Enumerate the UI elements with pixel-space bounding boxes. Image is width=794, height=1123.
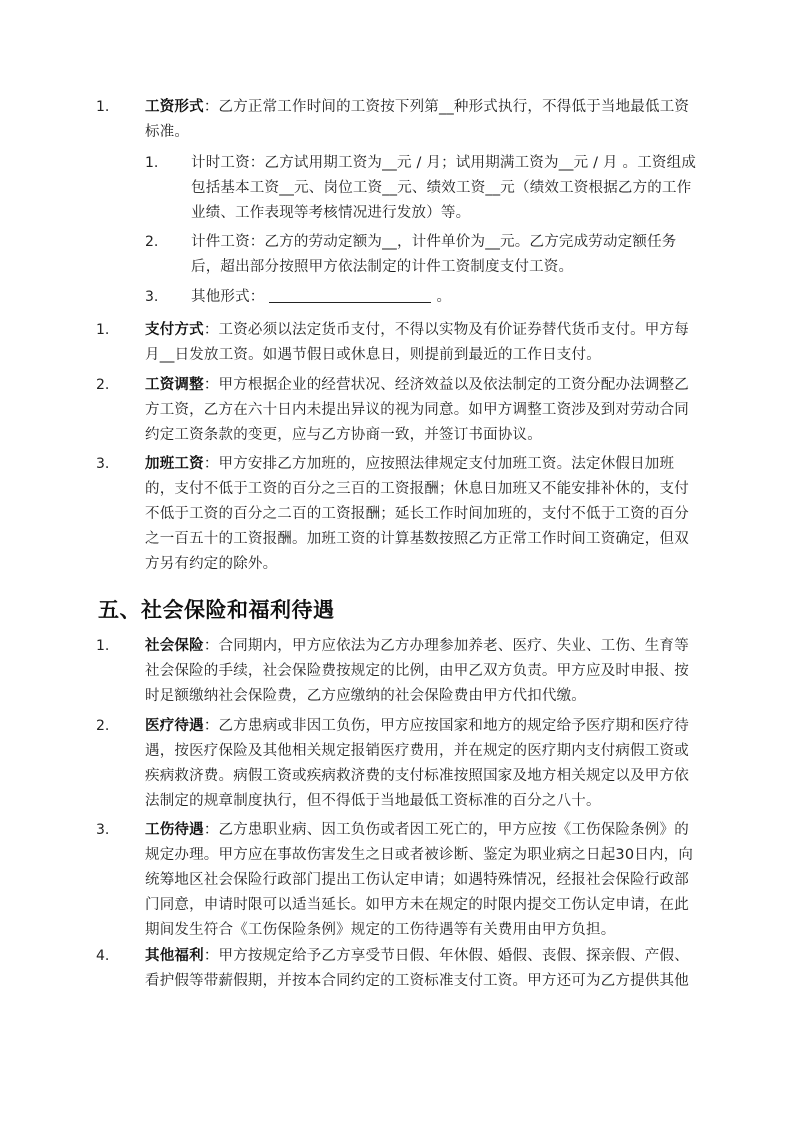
- clause-text: 方另有约定的除外。: [145, 556, 278, 572]
- clause-text: 时足额缴纳社会保险费，乙方应缴纳的社会保险费由甲方代扣代缴。: [145, 688, 586, 704]
- clause-text: 社会保险的手续，社会保险费按规定的比例，由甲乙双方负责。甲方应及时申报、按: [145, 663, 689, 679]
- list-number: 4.: [96, 948, 110, 964]
- clause-text: ：乙方正常工作时间的工资按下列第__种形式执行，不得低于当地最低工资: [203, 99, 690, 115]
- clause-text: 统筹地区社会保险行政部门提出工伤认定申请；如遇特殊情况，经报社会保险行政部: [145, 872, 689, 888]
- clause-text: 的，支付不低于工资的百分之三百的工资报酬；休息日加班又不能安排补休的，支付: [145, 481, 689, 497]
- clause-title: 医疗待遇: [145, 718, 204, 734]
- clause-text: 看护假等带薪假期，并按本合同约定的工资标准支付工资。甲方还可为乙方提供其他: [145, 973, 689, 989]
- field-label: 其他形式：: [191, 289, 265, 305]
- clause-title: 工伤待遇: [145, 822, 204, 838]
- list-number: 3.: [145, 289, 159, 305]
- subclause-other-form: [191, 285, 711, 310]
- clause-wage-form: [145, 95, 705, 145]
- clause-text: 之一百五十的工资报酬。加班工资的计算基数按照乙方正常工作时间工资确定，但双: [145, 531, 689, 547]
- clause-text: 计时工资：乙方试用期工资为__元 / 月；试用期满工资为__元 / 月 。工资组成: [191, 155, 697, 171]
- clause-title: 工资形式: [145, 99, 204, 115]
- clause-text: 规定办理。甲方应在事故伤害发生之日或者被诊断、鉴定为职业病之日起30日内，向: [145, 847, 694, 863]
- list-number: 1.: [145, 155, 159, 171]
- clause-text: ：乙方患病或非因工负伤，甲方应按国家和地方的规定给予医疗期和医疗待: [203, 718, 689, 734]
- clause-text: ：合同期内，甲方应依法为乙方办理参加养老、医疗、失业、工伤、生育等: [203, 638, 689, 654]
- list-number: 1.: [96, 99, 110, 115]
- clause-text: 包括基本工资__元、岗位工资__元、绩效工资__元（绩效工资根据乙方的工作: [191, 180, 692, 196]
- clause-text: 期间发生符合《工伤保险条例》规定的工伤待遇等有关费用由甲方负担。: [145, 922, 616, 938]
- clause-text: 不低于工资的百分之二百的工资报酬；延长工作时间加班的，支付不低于工资的百分: [145, 506, 689, 522]
- clause-text: 方工资，乙方在六十日内未提出异议的视为同意。如甲方调整工资涉及到对劳动合同: [145, 402, 689, 418]
- clause-title: 其他福利: [145, 948, 204, 964]
- clause-title: 支付方式: [145, 322, 204, 338]
- list-number: 2.: [145, 234, 159, 250]
- clause-wage-adjustment: [145, 373, 705, 448]
- clause-text: 计件工资：乙方的劳动定额为__，计件单价为__元。乙方完成劳动定额任务: [191, 234, 677, 250]
- clause-title: 社会保险: [145, 638, 204, 654]
- list-number: 2.: [96, 377, 110, 393]
- clause-text: 后，超出部分按照甲方依法制定的计件工资制度支付工资。: [191, 259, 574, 275]
- clause-payment-method: [145, 318, 705, 368]
- blank-line: [269, 285, 431, 303]
- section-heading: 五、社会保险和福利待遇: [98, 598, 335, 622]
- list-number: 2.: [96, 718, 110, 734]
- list-number: 1.: [96, 638, 110, 654]
- clause-text: 月__日发放工资。如遇节假日或休息日，则提前到最近的工作日支付。: [145, 347, 601, 363]
- clause-text: 遇，按医疗保险及其他相关规定报销医疗费用，并在规定的医疗期内支付病假工资或: [145, 743, 689, 759]
- clause-text: ：甲方安排乙方加班的，应按照法律规定支付加班工资。法定休假日加班: [203, 456, 675, 472]
- clause-text: ：甲方根据企业的经营状况、经济效益以及依法制定的工资分配办法调整乙: [203, 377, 689, 393]
- clause-text: ：工资必须以法定货币支付，不得以实物及有价证券替代货币支付。甲方每: [203, 322, 689, 338]
- list-number: 3.: [96, 456, 110, 472]
- subclause-time-wage: [191, 151, 711, 226]
- clause-text: ：甲方按规定给予乙方享受节日假、年休假、婚假、丧假、探亲假、产假、: [203, 948, 689, 964]
- clause-other-benefits: [145, 944, 705, 994]
- clause-text: 法制定的规章制度执行，但不得低于当地最低工资标准的百分之八十。: [145, 793, 601, 809]
- clause-title: 工资调整: [145, 377, 204, 393]
- list-number: 1.: [96, 322, 110, 338]
- clause-medical-treatment: [145, 714, 705, 814]
- clause-title: 加班工资: [145, 456, 204, 472]
- clause-text: 约定工资条款的变更，应与乙方协商一致，并签订书面协议。: [145, 427, 542, 443]
- clause-text: 疾病救济费。病假工资或疾病救济费的支付标准按照国家及地方相关规定以及甲方依: [145, 768, 689, 784]
- clause-social-insurance: [145, 634, 705, 709]
- clause-text: 门同意，申请时限可以适当延长。如甲方未在规定的时限内提交工伤认定申请，在此: [145, 897, 689, 913]
- clause-overtime-pay: [145, 452, 705, 577]
- subclause-piece-wage: [191, 230, 711, 280]
- clause-text: 业绩、工作表现等考核情况进行发放）等。: [191, 205, 471, 221]
- clause-text: 标准。: [145, 124, 190, 140]
- punctuation: 。: [436, 289, 452, 305]
- clause-text: ：乙方患职业病、因工负伤或者因工死亡的，甲方应按《工伤保险条例》的: [203, 822, 689, 838]
- list-number: 3.: [96, 822, 110, 838]
- clause-work-injury: [145, 818, 705, 943]
